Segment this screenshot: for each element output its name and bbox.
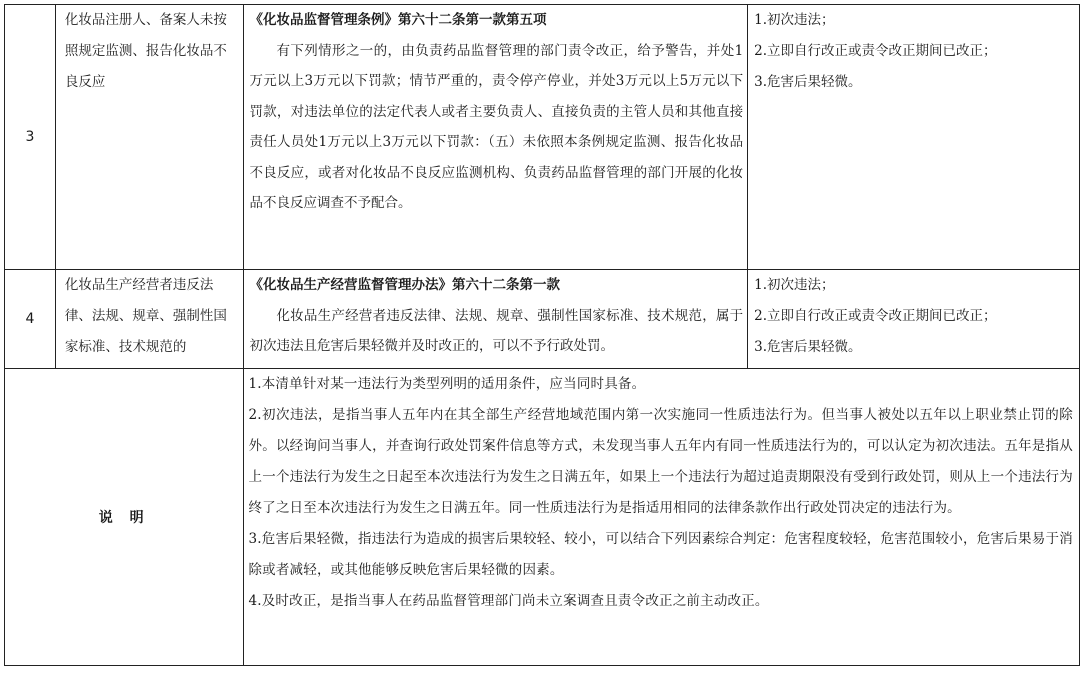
violation-subject-cell: [55, 270, 244, 369]
violation-subject-cell: [55, 5, 244, 270]
condition-item: 1.初次违法；: [754, 277, 835, 293]
row-number: 4: [5, 270, 56, 369]
row-number: 3: [5, 5, 56, 270]
law-title: 《化妆品监督管理条例》第六十二条第一款第五项: [249, 12, 547, 28]
condition-item: 2.立即自行改正或责令改正期间已改正；: [754, 308, 997, 324]
notes-label: 说 明: [5, 369, 244, 666]
note-paragraph: 1.本清单针对某一违法行为类型列明的适用条件，应当同时具备。: [248, 376, 646, 392]
conditions-cell: [748, 5, 1080, 270]
condition-item: 3.危害后果轻微。: [754, 74, 862, 90]
condition-item: 2.立即自行改正或责令改正期间已改正；: [754, 43, 997, 59]
table-row: [5, 270, 1080, 369]
notes-cell: [244, 369, 1080, 666]
condition-item: 3.危害后果轻微。: [754, 339, 862, 355]
condition-item: 1.初次违法；: [754, 12, 835, 28]
table-row-notes: [5, 369, 1080, 666]
legal-basis-cell: [244, 270, 748, 369]
note-paragraph: 2.初次违法，是指当事人五年内在其全部生产经营地域范围内第一次实施同一性质违法行为。但当事人被处以五年以上职业禁止罚的除外。以经询问当事人，并查询行政处罚案件信息等方式，未发现当事人五年内有同一性质违法行为的，可以认定为初次违法。五年是指从上一个违法行为发生之日起至本次违法行为发生之日满五年，如果上一个违法行为超过追责期限没有受到行政处罚，则从上一个违法行为终了之日至本次违法行为发生之日满五年。同一性质违法行为是指适用相同的法律条款作出行政处罚决定的违法行为。: [248, 407, 1073, 516]
law-body: 化妆品生产经营者违反法律、法规、规章、强制性国家标准、技术规范，属于初次违法且危害后果轻微并及时改正的，可以不予行政处罚。: [249, 307, 744, 354]
violation-subject: 化妆品注册人、备案人未按照规定监测、报告化妆品不良反应: [64, 12, 227, 90]
law-body: 有下列情形之一的，由负责药品监督管理的部门责令改正，给予警告，并处1万元以上3万元以下罚款；情节严重的，责令停产停业，并处3万元以上5万元以下罚款，对违法单位的法定代表人或者主要负责人、直接负责的主管人员和其他直接责任人员处1万元以上3万元以下罚款：（五）未依照本条例规定监测、报告化妆品不良反应，或者对化妆品不良反应监测机构、负责药品监督管理的部门开展的化妆品不良反应调查不予配合。: [249, 42, 744, 211]
conditions-cell: [748, 270, 1080, 369]
table-row: [5, 5, 1080, 270]
law-title: 《化妆品生产经营监督管理办法》第六十二条第一款: [249, 277, 560, 293]
violation-subject: 化妆品生产经营者违反法律、法规、规章、强制性国家标准、技术规范的: [64, 277, 227, 355]
note-paragraph: 4.及时改正，是指当事人在药品监督管理部门尚未立案调查且责令改正之前主动改正。: [248, 593, 769, 609]
exemption-table: [4, 4, 1080, 666]
note-paragraph: 3.危害后果轻微，指违法行为造成的损害后果较轻、较小，可以结合下列因素综合判定：危害程度较轻，危害范围较小，危害后果易于消除或者减轻，或其他能够反映危害后果轻微的因素。: [248, 531, 1073, 578]
legal-basis-cell: [244, 5, 748, 270]
